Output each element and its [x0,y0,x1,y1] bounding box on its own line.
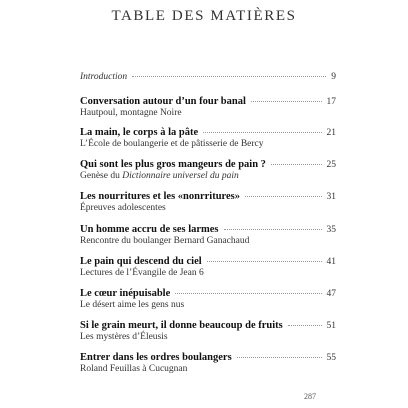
dot-leader [207,261,322,262]
dot-leader [237,357,322,358]
dot-leader [288,325,322,326]
dot-leader [175,293,321,294]
entry-subtitle-italic: Dictionnaire universel du pain [122,171,239,181]
entry-page: 35 [326,225,336,235]
entry-title: Qui sont les plus gros mangeurs de pain ? [80,159,266,170]
dot-leader [132,76,326,77]
toc-entry[interactable] [80,191,336,213]
entry-title: Si le grain meurt, il donne beaucoup de fruits [80,320,283,331]
entry-subtitle: Roland Feuillas à Cucugnan [80,364,188,374]
dot-leader [251,101,322,102]
entry-subtitle: L’École de boulangerie et de pâtisserie de Bercy [80,139,264,149]
entry-title: Les nourritures et les «nonrritures» [80,191,241,202]
entry-title: Le cœur inépuisable [80,288,171,299]
toc-entry[interactable] [80,288,336,310]
toc-entry[interactable] [80,224,336,246]
toc-entry-introduction[interactable] [80,72,336,82]
toc-entry[interactable] [80,159,336,181]
toc-entry[interactable] [80,256,336,278]
entry-page: 21 [326,128,336,138]
entry-subtitle: Rencontre du boulanger Bernard Ganachaud [80,236,250,246]
entry-title: Entrer dans les ordres boulangers [80,352,232,363]
page-number: 287 [304,392,316,401]
entry-title: Introduction [80,72,128,82]
toc-entry[interactable] [80,352,336,374]
dot-leader [224,229,322,230]
entry-subtitle: Les mystères d’Éleusis [80,332,168,342]
entry-page: 9 [331,72,336,82]
entry-subtitle: Le désert aime les gens nus [80,300,185,310]
entry-title: Un homme accru de ses larmes [80,224,219,235]
entry-subtitle: Lectures de l’Évangile de Jean 6 [80,268,204,278]
entry-page: 17 [326,97,336,107]
entry-subtitle [80,171,336,181]
entry-page: 31 [326,192,336,202]
entry-page: 41 [326,257,336,267]
entry-title: Le pain qui descend du ciel [80,256,202,267]
entry-subtitle-prefix: Genèse du [80,171,123,181]
entry-subtitle: Hautpoul, montagne Noire [80,108,182,118]
entry-page: 47 [326,289,336,299]
entry-page: 25 [326,160,336,170]
entry-page: 55 [326,353,336,363]
entry-title: La main, le corps à la pâte [80,127,199,138]
dot-leader [203,132,321,133]
dot-leader [245,196,321,197]
entry-page: 51 [326,321,336,331]
entry-subtitle: Épreuves adolescentes [80,203,166,213]
entry-title: Conversation autour d’un four banal [80,96,246,107]
toc-entry[interactable] [80,96,336,118]
toc-entry[interactable] [80,127,336,149]
page-title: TABLE DES MATIÈRES [111,8,297,24]
toc-entry[interactable] [80,320,336,342]
dot-leader [271,164,322,165]
